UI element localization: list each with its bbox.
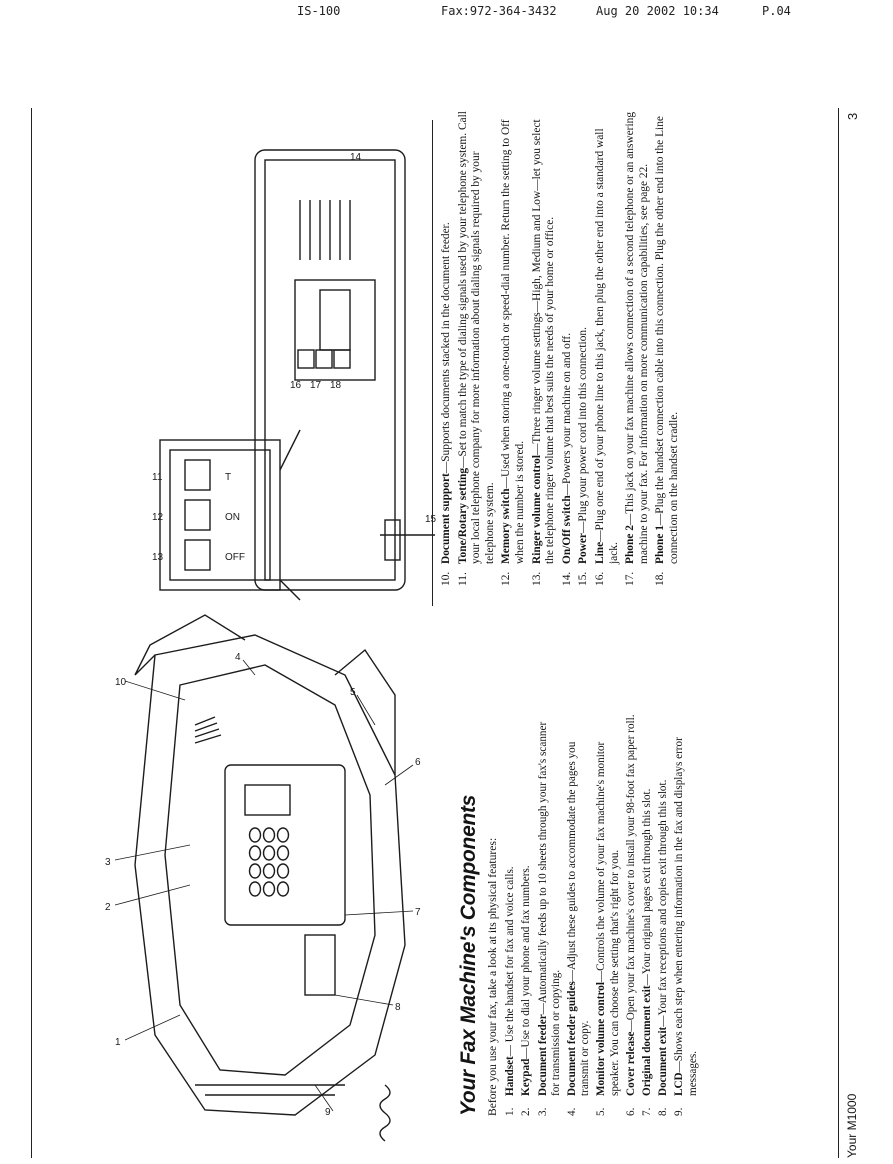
fax-header	[0, 0, 893, 22]
footer-page-number: 3	[845, 112, 860, 120]
component-number: 14.	[560, 571, 573, 586]
component-name: Document feeder	[536, 1014, 549, 1096]
component-item	[657, 714, 670, 1116]
component-number: 6.	[624, 1107, 637, 1116]
callout-4: 4	[235, 652, 241, 663]
callout-2: 2	[105, 902, 111, 913]
component-item	[457, 106, 498, 586]
component-name: Phone 2	[624, 525, 637, 564]
component-name: LCD	[673, 1072, 686, 1096]
component-name: Cover release	[624, 1031, 637, 1096]
keypad-key	[278, 846, 289, 860]
component-description: —This jack on your fax machine allows connection of a second telephone or an answering machine to your fax. For information on more communication capabilities, see page 22.	[624, 111, 650, 564]
fax-number: Fax:972-364-3432	[441, 4, 557, 18]
callout-8: 8	[395, 1002, 401, 1013]
components-right-list	[440, 106, 682, 586]
keypad-key	[264, 882, 275, 896]
component-item	[504, 714, 517, 1116]
component-description: —Plug the handset connection cable into this connection. Plug the other end into the Line connection on the handset cradle.	[654, 116, 680, 564]
component-description: —Powers your machine on and off.	[560, 332, 573, 496]
component-item	[531, 106, 558, 586]
component-name: Memory switch	[500, 488, 513, 564]
component-description: —Used when storing a one-touch or speed-dial number. Return the setting to Off when the number is stored.	[500, 119, 526, 564]
component-number: 18.	[654, 571, 667, 586]
component-name: On/Off switch	[560, 495, 573, 564]
component-number: 15.	[577, 571, 590, 586]
fax-datetime: Aug 20 2002 10:34	[596, 4, 719, 18]
callout-15: 15	[425, 514, 437, 525]
keypad-key	[264, 846, 275, 860]
component-item	[561, 106, 575, 586]
section-title: Your Fax Machine's Components	[457, 794, 480, 1116]
component-description: —Adjust these guides to accommodate the pages you transmit or copy.	[566, 741, 592, 1096]
keypad-key	[264, 864, 275, 878]
component-description: —Shows each step when entering information in the fax and displays error messages.	[673, 737, 699, 1096]
keypad-key	[278, 828, 289, 842]
component-description: —Your original pages exit through this slot.	[641, 788, 654, 986]
component-name: Power	[577, 533, 590, 564]
panel-label-off: OFF	[225, 552, 245, 563]
callout-5: 5	[350, 687, 356, 698]
callout-14: 14	[350, 152, 362, 163]
component-name: Line	[593, 541, 606, 564]
component-description: —Open your fax machine's cover to install your 98-foot fax paper roll.	[624, 714, 637, 1032]
component-number: 12.	[500, 571, 513, 586]
fax-machine-illustration	[95, 615, 435, 1135]
component-item	[641, 714, 654, 1116]
component-name: Document support	[440, 473, 452, 564]
component-description: —Your fax receptions and copies exit through this slot.	[657, 779, 670, 1027]
callout-17: 17	[310, 380, 322, 391]
component-item	[440, 106, 454, 586]
component-name: Keypad	[520, 1058, 533, 1096]
component-number: 16.	[593, 571, 606, 586]
component-number: 3.	[536, 1107, 549, 1116]
keypad-key	[278, 882, 289, 896]
component-name: Document exit	[657, 1026, 670, 1096]
keypad-key	[250, 828, 261, 842]
components-left-column	[457, 714, 699, 1116]
footer-model: Your M1000	[845, 1093, 859, 1158]
component-number: 5.	[595, 1107, 608, 1116]
keypad-key	[250, 882, 261, 896]
callout-7: 7	[415, 907, 421, 918]
component-item	[673, 714, 699, 1116]
component-name: Handset	[504, 1056, 517, 1096]
callout-11: 11	[152, 472, 163, 483]
rear-panel-illustration	[150, 140, 435, 610]
component-item	[537, 714, 563, 1116]
component-description: —Plug your power cord into this connection.	[577, 327, 590, 533]
components-right-column	[440, 106, 840, 586]
section-intro: Before you use your fax, take a look at its physical features:	[486, 837, 499, 1116]
component-number: 10.	[440, 571, 452, 586]
component-name: Monitor volume control	[595, 982, 608, 1096]
component-item	[625, 714, 638, 1116]
component-number: 17.	[624, 571, 637, 586]
component-description: —Set to match the type of dialing signals used by your telephone system. Call your local telephone company for more information about dialing signals required by your telephone system.	[456, 111, 496, 564]
component-description: —Supports documents stacked in the document feeder.	[440, 222, 452, 474]
callout-9: 9	[325, 1107, 331, 1118]
component-item	[595, 714, 621, 1116]
component-item	[520, 714, 533, 1116]
component-name: Ringer volume control	[530, 454, 543, 564]
component-number: 1.	[504, 1107, 517, 1116]
component-number: 4.	[566, 1107, 579, 1116]
component-number: 9.	[673, 1107, 686, 1116]
components-left-list	[504, 714, 700, 1116]
callout-6: 6	[415, 757, 421, 768]
fax-page: P.04	[762, 4, 791, 18]
component-description: —Three ringer volume settings—High, Medium and Low—let you select the telephone ringer volume that best suits the needs of your home or office.	[530, 119, 557, 564]
header-rule	[31, 108, 32, 1158]
callout-12: 12	[152, 512, 164, 523]
callout-3: 3	[105, 857, 111, 868]
component-description: —Automatically feeds up to 10 sheets through your fax's scanner for transmission or copying.	[536, 721, 562, 1096]
panel-label-tone: T	[225, 472, 232, 483]
component-item	[566, 714, 592, 1116]
component-description: — Use the handset for fax and voice calls.	[504, 866, 517, 1057]
component-item	[624, 106, 651, 586]
callout-16: 16	[290, 380, 302, 391]
component-number: 11.	[456, 572, 469, 586]
callout-1: 1	[115, 1037, 121, 1048]
component-number: 7.	[641, 1107, 654, 1116]
component-number: 13.	[530, 571, 543, 586]
component-number: 2.	[520, 1107, 533, 1116]
fax-station-id: IS-100	[297, 4, 341, 18]
component-item	[654, 106, 681, 586]
callout-18: 18	[330, 380, 342, 391]
keypad-key	[278, 864, 289, 878]
component-description: —Controls the volume of your fax machine's monitor speaker. You can choose the setting that's right for you.	[595, 741, 621, 1096]
keypad-key	[250, 846, 261, 860]
component-name: Tone/Rotary setting	[456, 467, 469, 564]
component-item	[577, 106, 591, 586]
component-item	[594, 106, 621, 586]
component-name: Document feeder guides	[566, 981, 579, 1096]
callout-10: 10	[115, 677, 127, 688]
component-item	[500, 106, 527, 586]
component-description: —Plug one end of your phone line to this jack, then plug the other end into a standard wall jack.	[593, 128, 620, 564]
keypad-key	[264, 828, 275, 842]
component-description: —Use to dial your phone and fax numbers.	[520, 865, 533, 1059]
component-name: Phone 1	[654, 525, 667, 564]
component-name: Original document exit	[641, 985, 654, 1096]
panel-label-on: ON	[225, 512, 240, 523]
callout-13: 13	[152, 552, 164, 563]
keypad-key	[250, 864, 261, 878]
component-number: 8.	[657, 1107, 670, 1116]
